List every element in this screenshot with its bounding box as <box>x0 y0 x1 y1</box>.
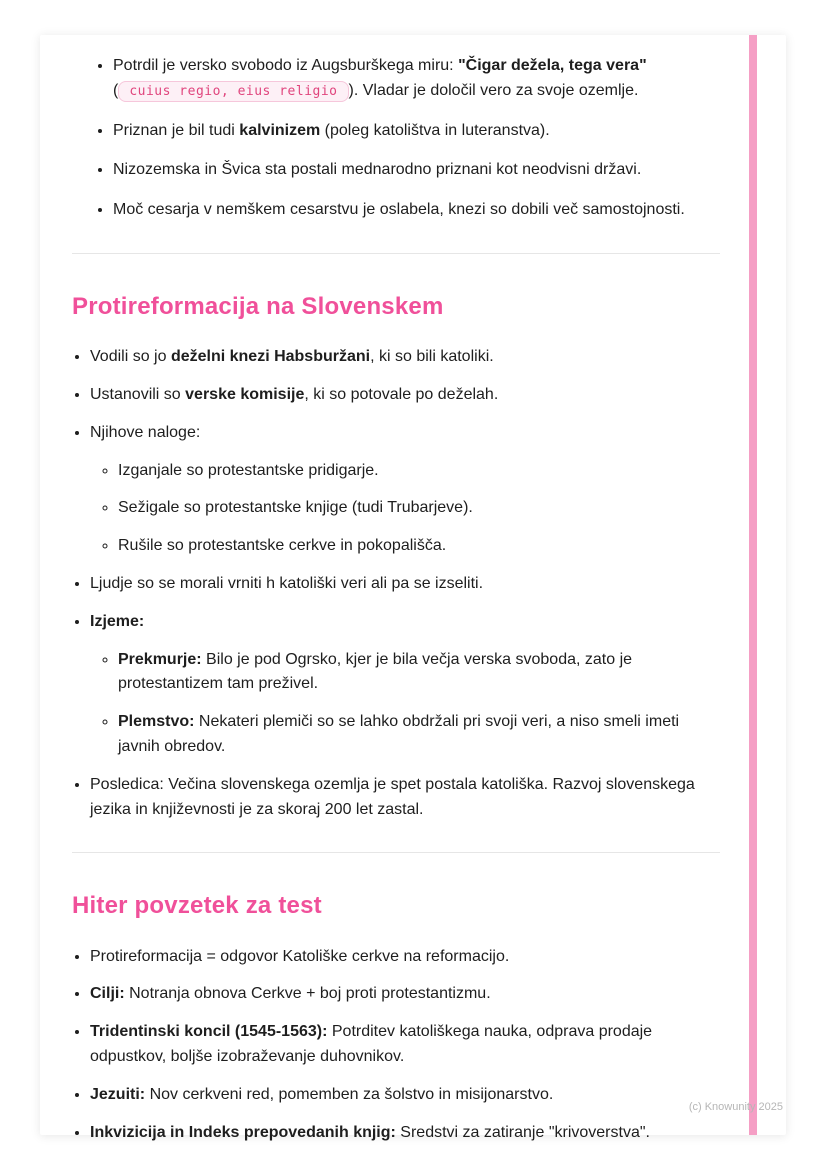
izjeme-sublist <box>90 648 720 760</box>
bold-text: verske komisije <box>185 385 305 403</box>
list-item <box>113 198 720 223</box>
list-item <box>90 345 720 370</box>
list-item <box>90 383 720 408</box>
list-item <box>90 610 720 760</box>
sublist-item <box>118 648 720 698</box>
list-item <box>90 982 720 1007</box>
watermark: (c) Knowunity 2025 <box>688 1101 783 1113</box>
bold-text: Jezuiti: <box>90 1085 146 1103</box>
list-item-text: ( <box>113 81 119 99</box>
list-item-text: Sežigale so protestantske knjige (tudi Trubarjeve). <box>118 499 473 517</box>
list-item <box>90 1020 720 1070</box>
augsburg-results-list <box>72 54 720 223</box>
list-item-text: (poleg katolištva in luteranstva). <box>320 121 550 139</box>
list-item-text: Sredstvi za zatiranje "krivoverstva". <box>395 1123 650 1141</box>
list-item-text: Moč cesarja v nemškem cesarstvu je oslabela, knezi so dobili več samostojnosti. <box>113 201 685 219</box>
naloge-sublist <box>90 459 720 559</box>
bold-text: deželni knezi Habsburžani <box>170 348 371 366</box>
list-item <box>90 945 720 970</box>
bold-text: kalvinizem <box>239 121 321 139</box>
list-item-text: Nekateri plemiči so se lahko obdržali pri svoji veri, a niso smeli imeti javnih obredov. <box>118 713 680 755</box>
bold-text: Plemstvo: <box>118 713 195 731</box>
section-heading-protireformacija: Protireformacija na Slovenskem <box>72 292 444 320</box>
list-item-text: ). Vladar je določil vero za svoje ozemlje. <box>348 81 639 99</box>
list-item-text: Potrdil je versko svobodo iz Augsburškega miru: <box>113 57 459 74</box>
list-item-text: Protireformacija = odgovor Katoliške cerkve na reformacijo. <box>90 947 510 965</box>
sublist-item <box>118 710 720 760</box>
list-item-text: , ki so potovale po deželah. <box>304 385 499 403</box>
section-divider <box>72 253 720 254</box>
bold-text: Cilji: <box>90 985 125 1003</box>
list-item-text: Bilo je pod Ogrsko, kjer je bila večja verska svoboda, zato je protestantizem tam preživel. <box>118 650 633 693</box>
list-item-text: Nizozemska in Švica sta postali mednarodno priznani kot neodvisni državi. <box>113 161 642 179</box>
bold-text: Tridentinski koncil (1545-1563): <box>90 1023 328 1041</box>
list-item <box>113 158 720 183</box>
bold-text: Inkvizicija in Indeks prepovedanih knjig: <box>90 1123 396 1141</box>
list-item <box>113 54 720 104</box>
list-item <box>90 421 720 559</box>
list-item <box>90 1121 720 1146</box>
list-item-text: Ustanovili so <box>90 385 186 403</box>
list-item-text: Vodili so jo <box>90 348 171 366</box>
list-item-text: Njihove naloge: <box>90 423 201 441</box>
list-item-text: Priznan je bil tudi <box>113 121 240 139</box>
sublist-item <box>118 459 720 484</box>
inline-code: cuius regio, eius religio <box>118 81 348 102</box>
list-item-text: Ljudje so se morali vrniti h katoliški veri ali pa se izseliti. <box>90 574 484 592</box>
bold-text: Izjeme: <box>90 612 145 630</box>
list-item-text: Notranja obnova Cerkve + boj proti protestantizmu. <box>124 985 491 1003</box>
list-item-text: , ki so bili katoliki. <box>370 348 494 366</box>
protireformacija-list <box>72 345 720 822</box>
list-item <box>113 119 720 144</box>
list-item-text: Nov cerkveni red, pomemben za šolstvo in misijonarstvo. <box>145 1085 554 1103</box>
list-item <box>90 1083 720 1108</box>
bold-text: Prekmurje: <box>118 650 202 668</box>
sublist-item <box>118 496 720 521</box>
list-item-text: Rušile so protestantske cerkve in pokopališča. <box>118 537 447 555</box>
list-item <box>90 572 720 597</box>
document-content <box>40 35 786 1141</box>
list-item-text: Potrditev katoliškega nauka, odprava prodaje odpustkov, boljše izobraževanje duhovnikov. <box>90 1023 653 1065</box>
povzetek-list <box>72 945 720 1146</box>
list-item-text: Posledica: Večina slovenskega ozemlja je spet postala katoliška. Razvoj slovenskega jezika in književnosti je za skoraj 200 let zastal. <box>90 775 695 818</box>
sublist-item <box>118 534 720 559</box>
list-item-text: Izganjale so protestantske pridigarje. <box>118 461 379 479</box>
section-heading-povzetek: Hiter povzetek za test <box>72 892 322 920</box>
list-item <box>90 773 720 823</box>
bold-text: "Čigar dežela, tega vera" <box>458 57 647 74</box>
section-divider <box>72 852 720 853</box>
document-card <box>40 35 786 1141</box>
